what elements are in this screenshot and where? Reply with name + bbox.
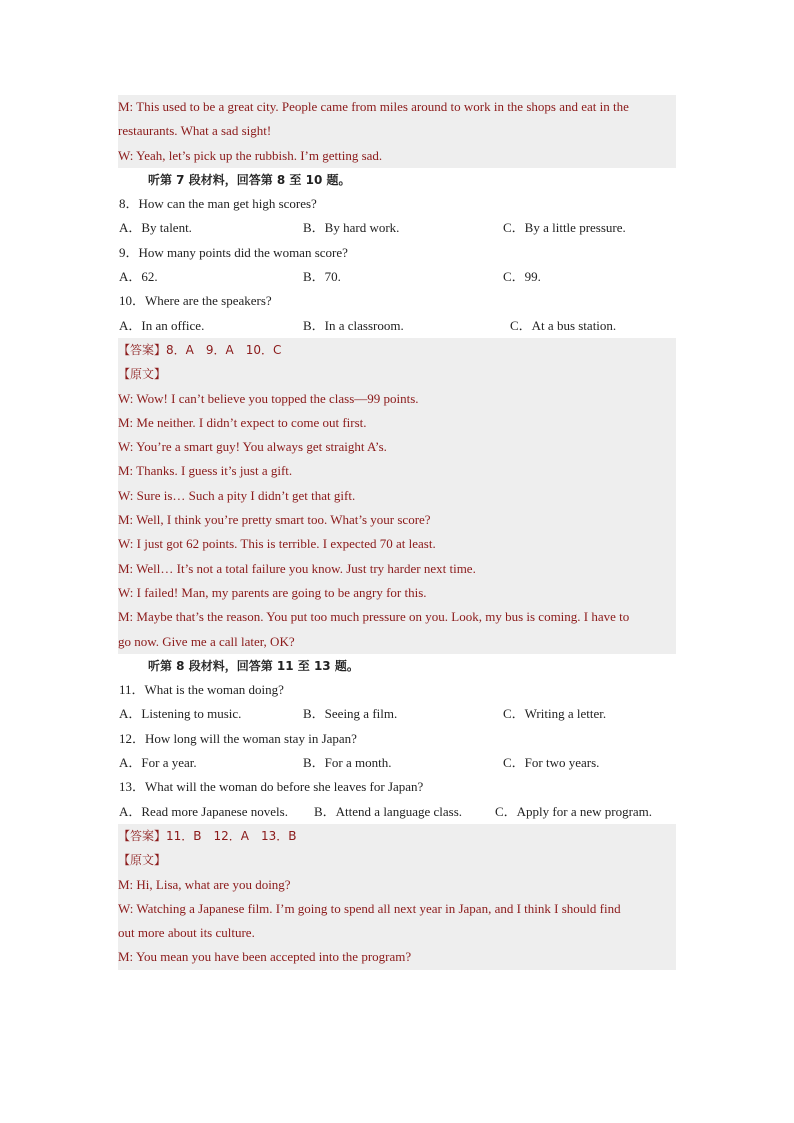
option-a: A．By talent. (119, 220, 192, 236)
original-label: 【原文】 (118, 848, 676, 872)
options-10 (118, 314, 676, 338)
transcript-line: M: Well, I think you’re pretty smart too. What’s your score? (118, 508, 676, 532)
option-b: B．70. (303, 269, 341, 285)
transcript-line: W: Watching a Japanese film. I’m going to spend all next year in Japan, and I think I should find (118, 897, 676, 921)
transcript-line: W: I failed! Man, my parents are going to be angry for this. (118, 581, 676, 605)
option-b: B．By hard work. (303, 220, 400, 236)
transcript-line: W: You’re a smart guy! You always get straight A’s. (118, 435, 676, 459)
options-8 (118, 216, 676, 240)
option-c: C．At a bus station. (510, 317, 617, 333)
transcript-line: M: You mean you have been accepted into the program? (118, 945, 676, 969)
transcript-line: go now. Give me a call later, OK? (118, 630, 676, 654)
transcript-line: M: Thanks. I guess it’s just a gift. (118, 459, 676, 483)
transcript-line: M: Maybe that’s the reason. You put too much pressure on you. Look, my bus is coming. I have to (118, 605, 676, 629)
option-c: C．99. (503, 269, 541, 285)
option-b: B．In a classroom. (303, 317, 404, 333)
options-9 (118, 265, 676, 289)
page-content (118, 95, 676, 970)
option-a: A．Read more Japanese novels. (119, 803, 288, 819)
question-9: 9．How many points did the woman score? (119, 244, 348, 260)
transcript-line: M: Hi, Lisa, what are you doing? (118, 873, 676, 897)
options-13 (118, 800, 676, 824)
transcript-line: W: I just got 62 points. This is terrible. I expected 70 at least. (118, 532, 676, 556)
options-11 (118, 702, 676, 726)
option-a: A．62. (119, 269, 158, 285)
option-a: A．Listening to music. (119, 706, 242, 722)
question-12: 12．How long will the woman stay in Japan? (119, 730, 357, 746)
options-12 (118, 751, 676, 775)
transcript-line: W: Sure is… Such a pity I didn’t get that gift. (118, 484, 676, 508)
option-a: A．For a year. (119, 755, 197, 771)
answer-key: 【答案】8．A 9．A 10．C (118, 338, 676, 362)
option-b: B．Seeing a film. (303, 706, 398, 722)
option-b: B．For a month. (303, 755, 392, 771)
transcript-line: out more about its culture. (118, 921, 676, 945)
question-8: 8．How can the man get high scores? (119, 196, 317, 212)
section-heading-8: 听第 8 段材料，回答第 11 至 13 题。 (148, 658, 359, 673)
option-c: C．Writing a letter. (503, 706, 607, 722)
transcript-line: M: Well… It’s not a total failure you know. Just try harder next time. (118, 557, 676, 581)
option-c: C．Apply for a new program. (495, 803, 653, 819)
section-heading-7: 听第 7 段材料，回答第 8 至 10 题。 (148, 172, 351, 187)
option-b: B．Attend a language class. (314, 803, 463, 819)
option-c: C．For two years. (503, 755, 600, 771)
question-11: 11．What is the woman doing? (119, 682, 284, 698)
original-label: 【原文】 (118, 362, 676, 386)
option-c: C．By a little pressure. (503, 220, 626, 236)
transcript-line: M: Me neither. I didn’t expect to come out first. (118, 411, 676, 435)
question-10: 10．Where are the speakers? (119, 293, 272, 309)
question-13: 13．What will the woman do before she leaves for Japan? (119, 779, 424, 795)
transcript-line: restaurants. What a sad sight! (118, 119, 676, 143)
transcript-line: M: This used to be a great city. People came from miles around to work in the shops and eat in the (118, 95, 676, 119)
answer-key: 【答案】11．B 12．A 13．B (118, 824, 676, 848)
option-a: A．In an office. (119, 317, 205, 333)
transcript-line: W: Yeah, let’s pick up the rubbish. I’m getting sad. (118, 144, 676, 168)
transcript-line: W: Wow! I can’t believe you topped the class—99 points. (118, 387, 676, 411)
